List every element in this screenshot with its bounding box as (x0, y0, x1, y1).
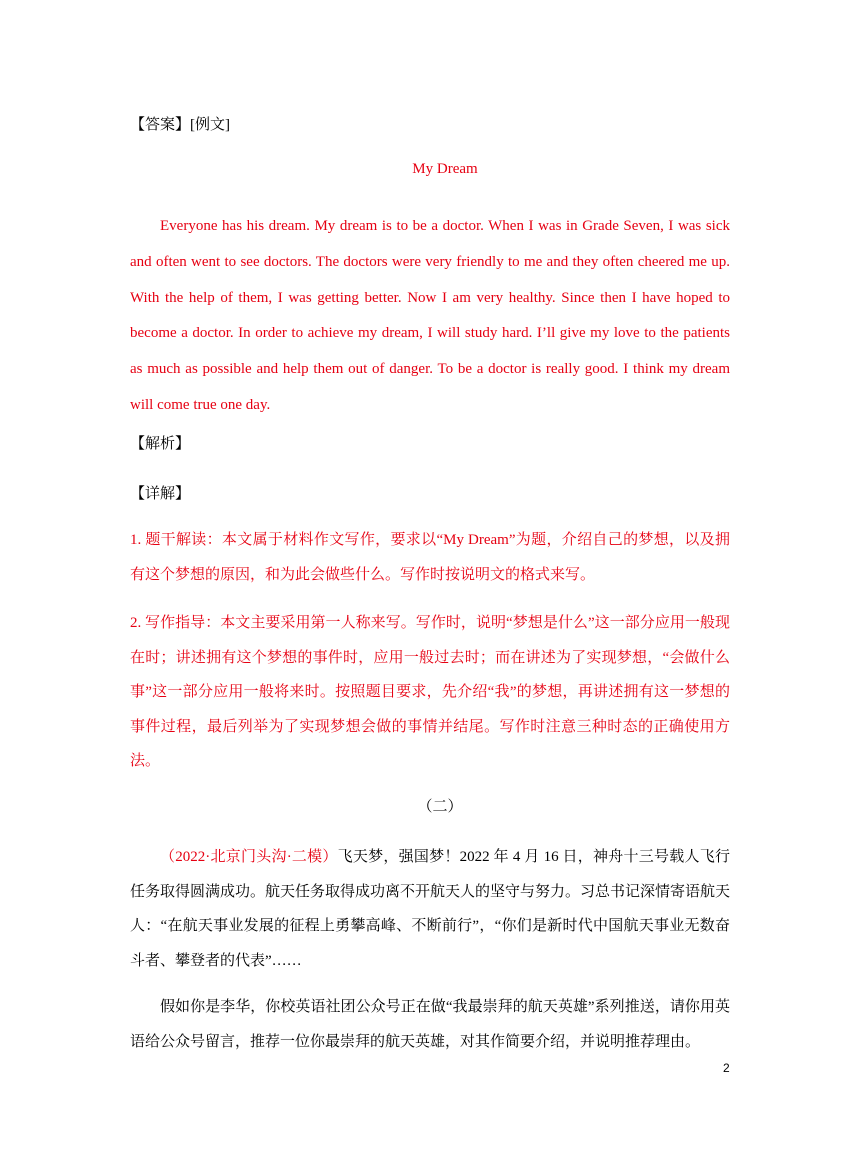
essay-title: My Dream (412, 161, 478, 177)
analysis-point-1: 1. 题干解读：本文属于材料作文写作，要求以“My Dream”为题，介绍自己的梦想，以及拥有这个梦想的原因，和为此会做些什么。写作时按说明文的格式来写。 (130, 532, 730, 583)
page-number: 2 (723, 1061, 730, 1075)
analysis-point-2: 2. 写作指导：本文主要采用第一人称来写。写作时，说明“梦想是什么”这一部分应用一般现在时；讲述拥有这个梦想的事件时，应用一般过去时；而在讲述为了实现梦想，“会做什么事”这一部分应用一般将来时。按照题目要求，先介绍“我”的梦想，再讲述拥有这一梦想的事件过程，最后列举为了实现梦想会做的事情并结尾。写作时注意三种时态的正确使用方法。 (130, 615, 730, 769)
analysis-heading: 【解析】 (130, 436, 191, 452)
essay-body: Everyone has his dream. My dream is to be a doctor. When I was in Grade Seven, I was sick and often went to see doctors. The doctors were very friendly to me and they often cheered me up. With the help of them, I was getting better. Now I am very healthy. Since then I have hoped to become a doctor. In order to achieve my dream, I will study hard. I’ll give my love to the patients as much as possible and help them out of danger. To be a doctor is really good. I think my dream will come true one day. (130, 218, 730, 413)
section-number: （二） (417, 799, 463, 815)
question-source: （2022·北京门头沟·二模） (160, 849, 338, 865)
answer-heading: 【答案】[例文] (130, 117, 230, 133)
detail-heading: 【详解】 (130, 486, 191, 502)
question-intro-paragraph (130, 840, 730, 978)
question-task-paragraph: 假如你是李华，你校英语社团公众号正在做“我最崇拜的航天英雄”系列推送，请你用英语给公众号留言，推荐一位你最崇拜的航天英雄，对其作简要介绍，并说明推荐理由。 (130, 999, 730, 1050)
question-intro-text: 飞天梦，强国梦！2022 年 4 月 16 日，神舟十三号载人飞行任务取得圆满成功。航天任务取得成功离不开航天人的坚守与努力。习总书记深情寄语航天人：“在航天事业发展的征程上勇攀高峰、不断前行”，“你们是新时代中国航天事业无数奋斗者、攀登者的代表”…… (130, 849, 731, 969)
